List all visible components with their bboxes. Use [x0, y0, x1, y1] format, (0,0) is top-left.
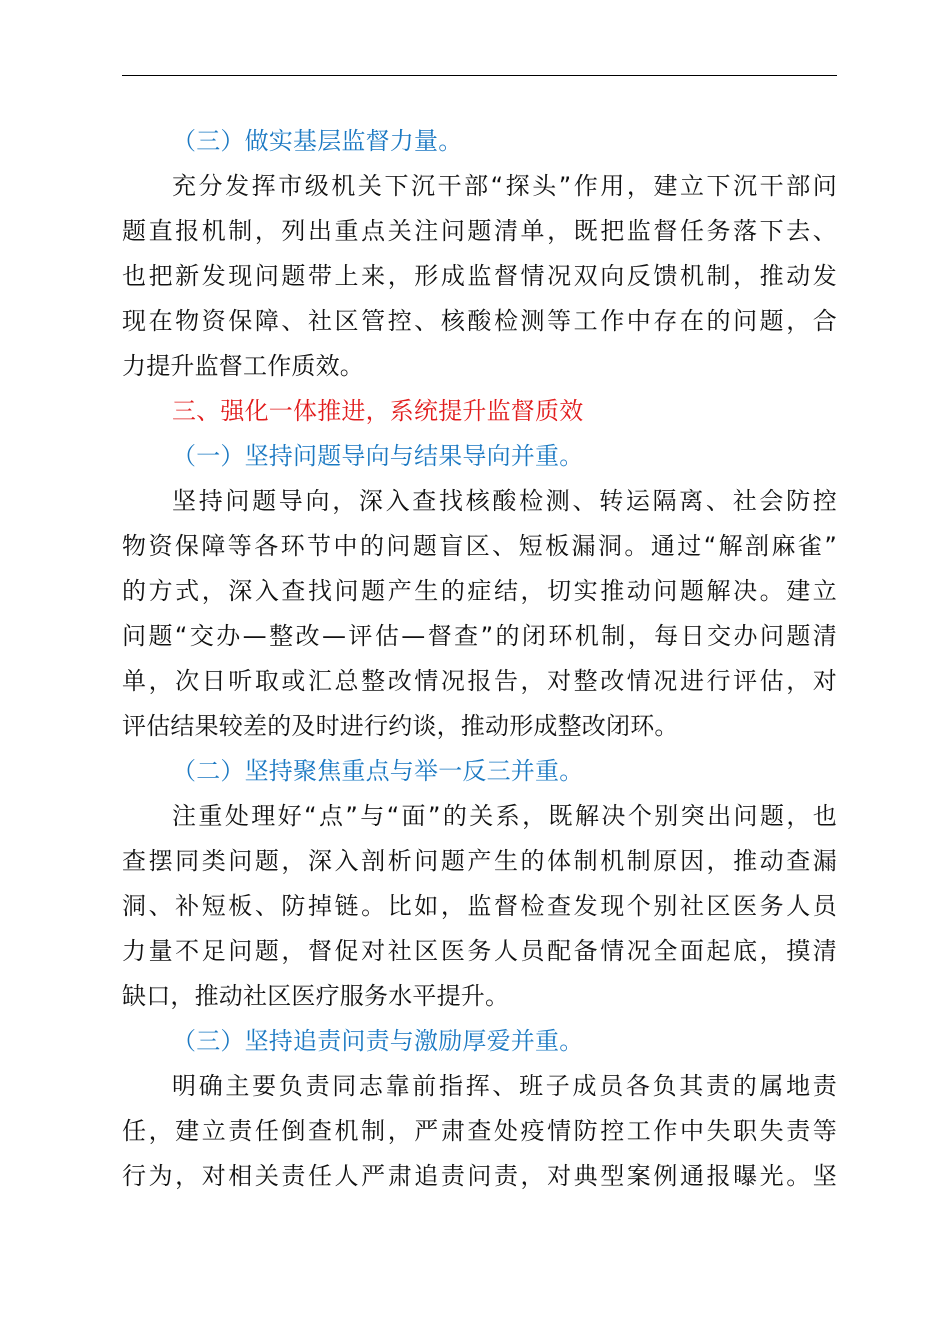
paragraph-line: 坚持问题导向，深入查找核酸检测、转运隔离、社会防控 — [172, 487, 837, 515]
chapter-heading: 三、强化一体推进，系统提升监督质效 — [172, 397, 584, 425]
header-rule — [122, 75, 837, 76]
paragraph-line: 洞、补短板、防掉链。比如，监督检查发现个别社区医务人员 — [122, 892, 837, 920]
paragraph-line: 查摆同类问题，深入剖析问题产生的体制机制原因，推动查漏 — [122, 847, 837, 875]
section-heading: （一）坚持问题导向与结果导向并重。 — [172, 442, 584, 470]
paragraph-line: 评估结果较差的及时进行约谈，推动形成整改闭环。 — [122, 712, 679, 740]
paragraph-line: 物资保障等各环节中的问题盲区、短板漏洞。通过“解剖麻雀” — [122, 532, 837, 560]
paragraph-line: 明确主要负责同志靠前指挥、班子成员各负其责的属地责 — [172, 1072, 837, 1100]
section-heading: （三）坚持追责问责与激励厚爱并重。 — [172, 1027, 584, 1055]
paragraph-line: 注重处理好“点”与“面”的关系，既解决个别突出问题，也 — [172, 802, 837, 830]
paragraph-line: 的方式，深入查找问题产生的症结，切实推动问题解决。建立 — [122, 577, 837, 605]
paragraph-line: 力量不足问题，督促对社区医务人员配备情况全面起底，摸清 — [122, 937, 837, 965]
paragraph-line: 现在物资保障、社区管控、核酸检测等工作中存在的问题，合 — [122, 307, 837, 335]
section-heading: （二）坚持聚焦重点与举一反三并重。 — [172, 757, 584, 785]
paragraph-line: 力提升监督工作质效。 — [122, 352, 364, 380]
section-heading: （三）做实基层监督力量。 — [172, 127, 463, 155]
paragraph-line: 充分发挥市级机关下沉干部“探头”作用，建立下沉干部问 — [172, 172, 837, 200]
paragraph-line: 缺口，推动社区医疗服务水平提升。 — [122, 982, 510, 1010]
paragraph-line: 行为，对相关责任人严肃追责问责，对典型案例通报曝光。坚 — [122, 1162, 837, 1190]
paragraph-line: 也把新发现问题带上来，形成监督情况双向反馈机制，推动发 — [122, 262, 837, 290]
paragraph-line: 任，建立责任倒查机制，严肃查处疫情防控工作中失职失责等 — [122, 1117, 837, 1145]
paragraph-line: 问题“交办—整改—评估—督查”的闭环机制，每日交办问题清 — [122, 622, 837, 650]
document-body — [122, 119, 837, 1199]
paragraph-line: 题直报机制，列出重点关注问题清单，既把监督任务落下去、 — [122, 217, 837, 245]
paragraph-line: 单，次日听取或汇总整改情况报告，对整改情况进行评估，对 — [122, 667, 837, 695]
